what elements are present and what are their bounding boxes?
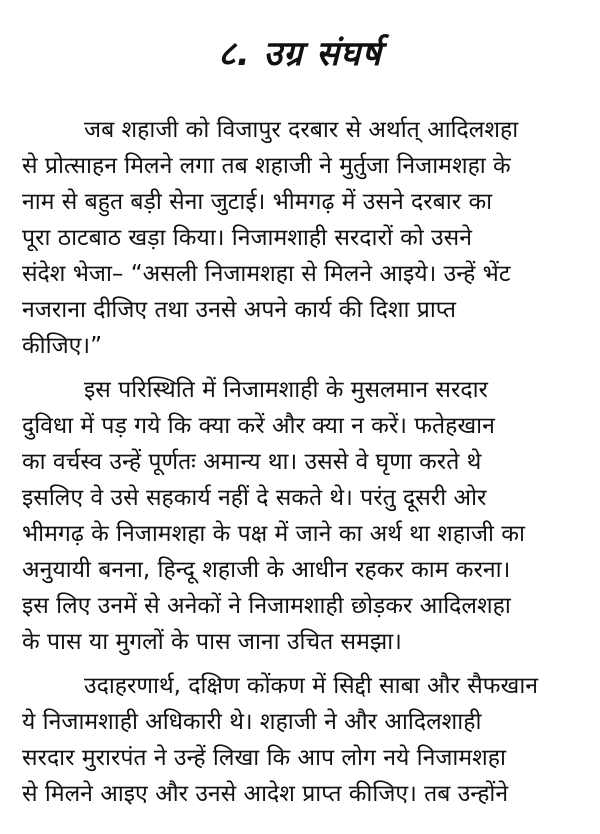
paragraph-1-line-3: नाम से बहुत बड़ी सेना जुटाई। भीमगढ़ में उसने दरबार का	[22, 189, 493, 215]
paragraph-3-line-3: सरदार मुरारपंत ने उन्हें लिखा कि आप लोग नये निजामशहा	[22, 745, 506, 771]
paragraph-1-line-4: पूरा ठाटबाठ खड़ा किया। निजामशाही सरदारों को उसने	[22, 225, 472, 251]
paragraph-3-line-2: ये निजामशाही अधिकारी थे। शहाजी ने और आदिलशाही	[22, 709, 482, 735]
paragraph-1-line-7: कीजिए।”	[22, 333, 102, 359]
paragraph-1-line-6: नजराना दीजिए तथा उनसे अपने कार्य की दिशा प्राप्त	[22, 297, 456, 323]
paragraph-3-line-4: से मिलने आइए और उनसे आदेश प्राप्त कीजिए। तब उन्होंने	[22, 781, 509, 807]
paragraph-2-line-7: इस लिए उनमें से अनेकों ने निजामशाही छोड़कर आदिलशहा	[22, 593, 511, 619]
paragraph-2-line-1: इस परिस्थिति में निजामशाही के मुसलमान सरदार	[84, 377, 488, 403]
paragraph-1-line-2: से प्रोत्साहन मिलने लगा तब शहाजी ने मुर्तुजा निजामशहा के	[22, 153, 511, 179]
paragraph-2-line-3: का वर्चस्व उन्हें पूर्णतः अमान्य था। उससे वे घृणा करते थे	[22, 449, 482, 475]
paragraph-2-line-6: अनुयायी बनना, हिन्दू शहाजी के आधीन रहकर काम करना।	[22, 557, 511, 583]
paragraph-2-line-8: के पास या मुगलों के पास जाना उचित समझा।	[22, 629, 402, 655]
paragraph-3-line-1: उदाहरणार्थ, दक्षिण कोंकण में सिद्दी साबा और सैफखान	[84, 673, 539, 699]
paragraph-2-line-5: भीमगढ़ के निजामशहा के पक्ष में जाने का अर्थ था शहाजी का	[22, 521, 525, 547]
paragraph-2-line-2: दुविधा में पड़ गये कि क्या करें और क्या न करें। फतेहखान	[22, 413, 495, 439]
paragraph-1-line-1: जब शहाजी को विजापुर दरबार से अर्थात् आदिलशहा	[84, 117, 519, 143]
chapter-title: ८. उग्र संघर्ष	[218, 34, 382, 74]
paragraph-2-line-4: इसलिए वे उसे सहकार्य नहीं दे सकते थे। परंतु दूसरी ओर	[22, 485, 487, 511]
paragraph-1-line-5: संदेश भेजा– “असली निजामशहा से मिलने आइये। उन्हें भेंट	[22, 261, 511, 287]
